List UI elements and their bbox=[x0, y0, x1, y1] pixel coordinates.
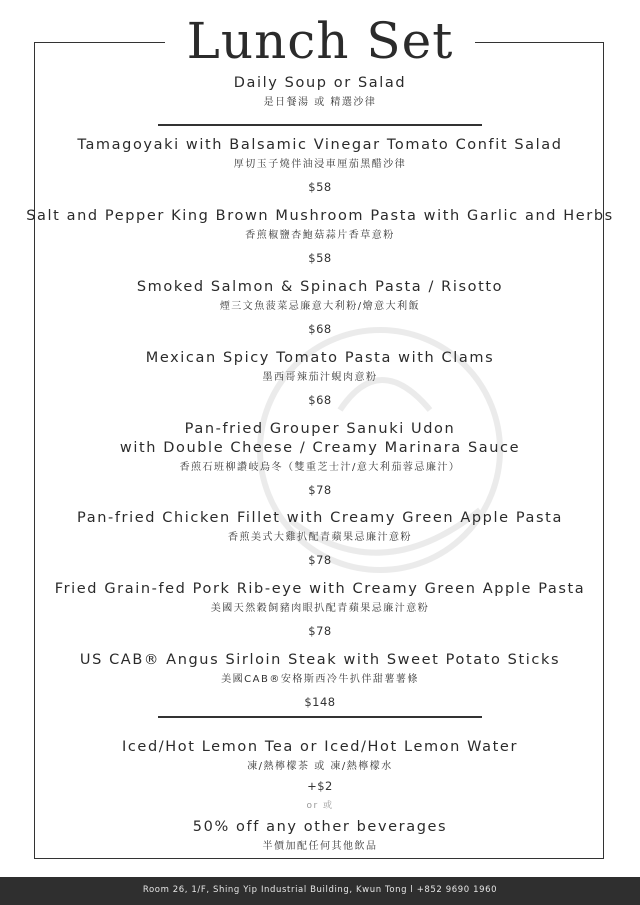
item-price: $78 bbox=[308, 624, 332, 638]
menu-item bbox=[0, 278, 640, 337]
item-price: $68 bbox=[308, 393, 332, 407]
or-separator: or 或 bbox=[306, 801, 334, 811]
offer-en: 50% off any other beverages bbox=[192, 819, 448, 835]
menu-item bbox=[0, 207, 640, 266]
offer-zh: 半價加配任何其他飲品 bbox=[262, 841, 378, 852]
item-zh: 香煎椒鹽杏鮑菇蒜片香草意粉 bbox=[245, 230, 395, 241]
item-price: $58 bbox=[308, 251, 332, 265]
item-zh: 香煎美式大雞扒配青蘋果忌廉汁意粉 bbox=[228, 532, 412, 543]
item-zh: 墨西哥辣茄汁蜆肉意粉 bbox=[262, 372, 378, 383]
title-area bbox=[0, 12, 640, 70]
item-en-line2: with Double Cheese / Creamy Marinara Sauce bbox=[119, 440, 521, 456]
item-en: Salt and Pepper King Brown Mushroom Pasta with Garlic and Herbs bbox=[26, 208, 614, 224]
menu-item bbox=[0, 136, 640, 195]
bottom-divider bbox=[158, 716, 482, 718]
top-divider bbox=[158, 124, 482, 126]
drinks-zh: 凍/熱檸檬茶 或 凍/熱檸檬水 bbox=[247, 761, 393, 772]
item-en: Mexican Spicy Tomato Pasta with Clams bbox=[145, 350, 495, 366]
footer-address: Room 26, 1/F, Shing Yip Industrial Building, Kwun Tong l +852 9690 1960 bbox=[0, 877, 640, 905]
item-en: Pan-fried Grouper Sanuki Udon bbox=[184, 421, 456, 437]
menu-item bbox=[0, 420, 640, 498]
soup-en: Daily Soup or Salad bbox=[233, 75, 407, 91]
item-en: Fried Grain-fed Pork Rib-eye with Creamy Green Apple Pasta bbox=[54, 581, 586, 597]
item-zh: 美國天然穀飼豬肉眼扒配青蘋果忌廉汁意粉 bbox=[210, 603, 430, 614]
drinks-section bbox=[0, 738, 640, 854]
item-price: $78 bbox=[308, 483, 332, 497]
drinks-en: Iced/Hot Lemon Tea or Iced/Hot Lemon Water bbox=[121, 739, 519, 755]
item-zh: 美國CAB®安格斯西冷牛扒伴甜薯薯條 bbox=[221, 674, 419, 685]
item-zh: 煙三文魚菠菜忌廉意大利粉/燴意大利飯 bbox=[219, 301, 421, 312]
menu-item bbox=[0, 580, 640, 639]
item-price: $148 bbox=[304, 695, 336, 709]
item-en: Tamagoyaki with Balsamic Vinegar Tomato Confit Salad bbox=[77, 137, 563, 153]
item-zh: 香煎石班柳讚岐烏冬（雙重芝士汁/意大利茄蓉忌廉汁） bbox=[179, 462, 461, 473]
item-en: Pan-fried Chicken Fillet with Creamy Green Apple Pasta bbox=[77, 510, 563, 526]
soup-section bbox=[0, 74, 640, 110]
menu-title: Lunch Set bbox=[165, 12, 476, 70]
item-en: US CAB® Angus Sirloin Steak with Sweet Potato Sticks bbox=[79, 652, 561, 668]
soup-zh: 是日餐湯 或 精選沙律 bbox=[263, 97, 377, 108]
item-zh: 厚切玉子燒伴油浸車厘茄黑醋沙律 bbox=[233, 159, 407, 170]
item-en: Smoked Salmon & Spinach Pasta / Risotto bbox=[136, 279, 504, 295]
menu-item bbox=[0, 509, 640, 568]
item-price: $58 bbox=[308, 180, 332, 194]
drinks-price: +$2 bbox=[307, 779, 333, 793]
item-price: $78 bbox=[308, 553, 332, 567]
menu-item bbox=[0, 651, 640, 710]
menu-item bbox=[0, 349, 640, 408]
item-price: $68 bbox=[308, 322, 332, 336]
